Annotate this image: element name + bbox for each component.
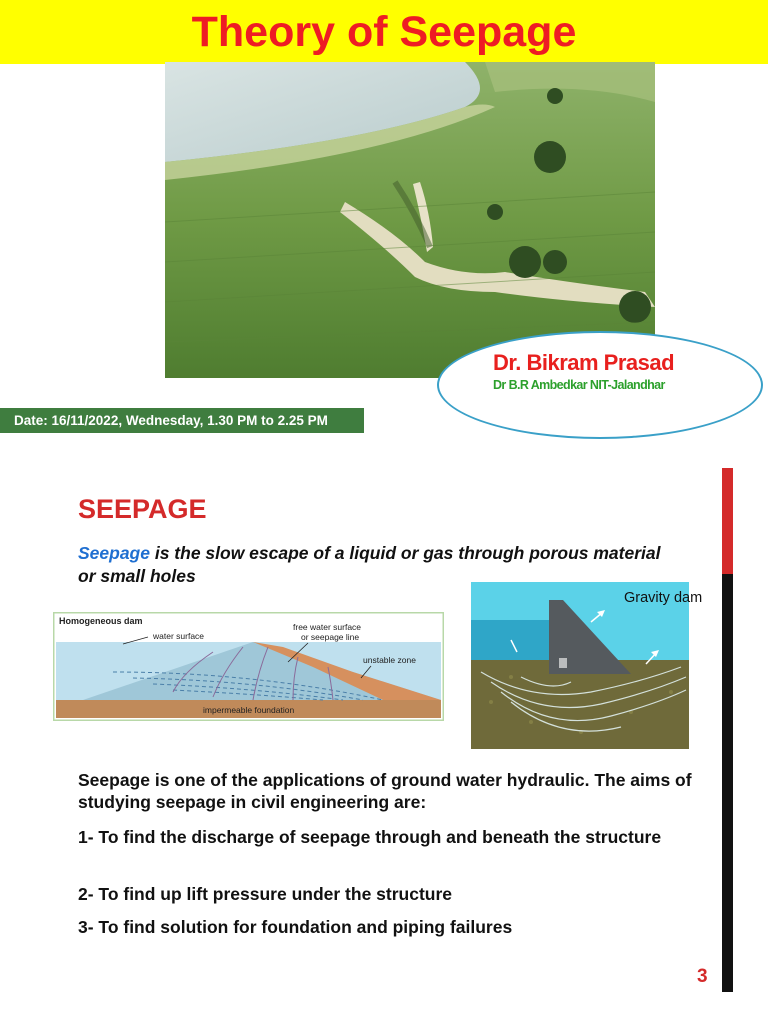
seepage-line-label-2: or seepage line xyxy=(301,632,360,642)
water-surface-label: water surface xyxy=(153,631,205,641)
unstable-zone-label: unstable zone xyxy=(363,655,416,665)
definition-term: Seepage xyxy=(78,543,150,563)
side-accent-black xyxy=(722,574,733,992)
page-number: 3 xyxy=(697,966,708,987)
side-accent-red xyxy=(722,468,733,574)
aim-item-3: 3- To find solution for foundation and piping failures xyxy=(78,917,513,937)
gravity-dam-label: Gravity dam xyxy=(624,590,703,606)
seepage-paragraph: Seepage is one of the applications of ground water hydraulic. The aims of studying seepage in civil engineering are: xyxy=(78,770,692,812)
definition-text: is the slow escape of a liquid or gas through porous material or small holes xyxy=(78,543,661,586)
aim-item-2: 2- To find up lift pressure under the structure xyxy=(78,884,453,904)
seepage-line-label-1: free water surface xyxy=(293,622,362,632)
aim-item-1: 1- To find the discharge of seepage through and beneath the structure xyxy=(78,827,662,847)
homogeneous-dam-diagram xyxy=(53,612,444,721)
section-heading: SEEPAGE xyxy=(78,494,207,524)
foundation-label: impermeable foundation xyxy=(203,705,295,715)
author-institute: Dr B.R Ambedkar NIT-Jalandhar xyxy=(493,378,665,392)
homog-dam-title: Homogeneous dam xyxy=(59,616,143,626)
slide-title: Theory of Seepage xyxy=(191,8,577,56)
lecture-date: Date: 16/11/2022, Wednesday, 1.30 PM to 2.25 PM xyxy=(14,413,328,428)
author-name: Dr. Bikram Prasad xyxy=(493,350,675,375)
gravity-dam-diagram xyxy=(471,582,689,749)
